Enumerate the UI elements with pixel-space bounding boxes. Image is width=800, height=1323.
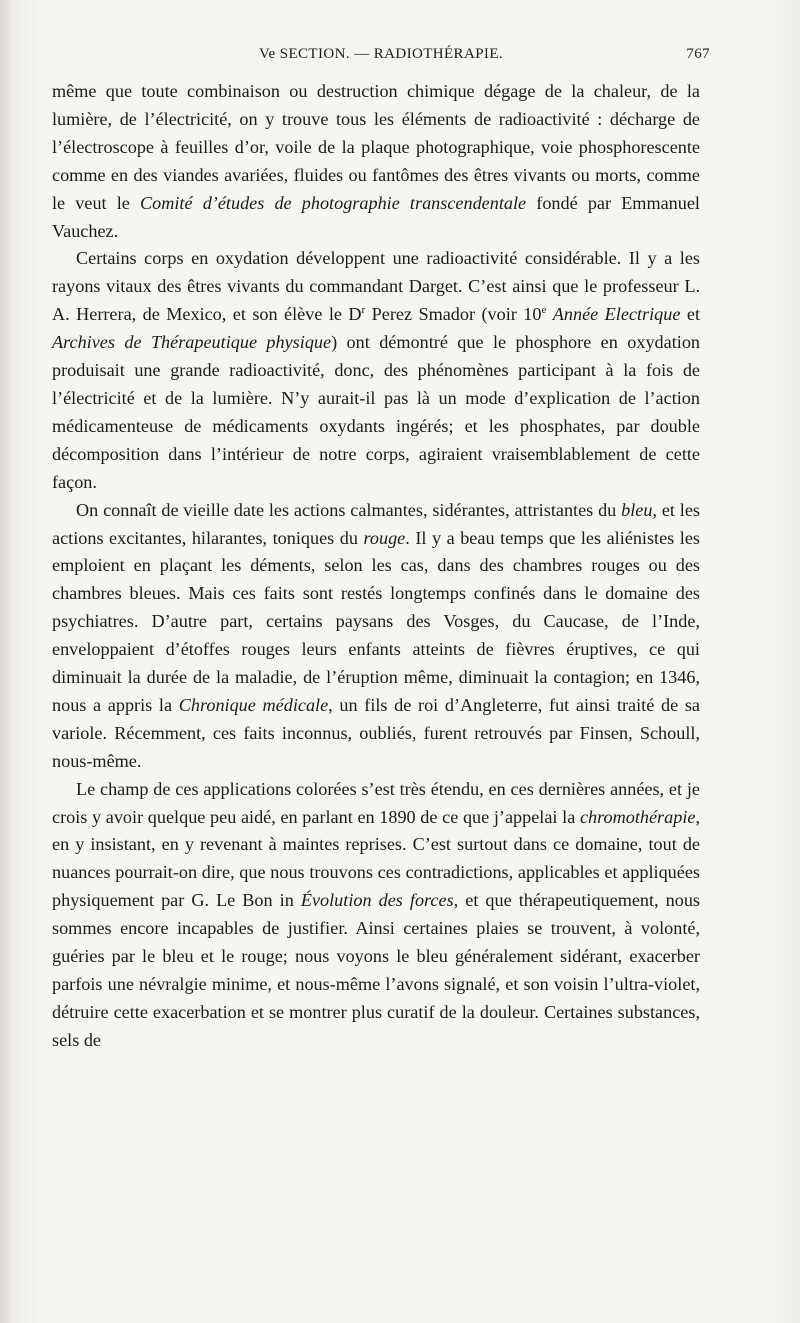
italic-run: chromothérapie <box>579 806 696 827</box>
paragraph-2 <box>52 245 700 496</box>
body-text <box>52 78 700 1055</box>
italic-run: Chronique médicale <box>178 694 329 715</box>
italic-run: Année Electrique <box>552 304 681 325</box>
superscript-run: r <box>361 304 366 317</box>
text-run: ) ont démontré que le phosphore en oxydation produisait une grande radioactivité, donc, des phénomènes participant à la fois de l’électricité et de la lumière. N’y aurait-il pas là un mode d’explication de l’action médicamenteuse de médicaments oxydants ingérés; et les phosphates, par double décomposition dans l’intérieur de notre corps, agiraient vraisemblablement de cette façon. <box>52 332 701 492</box>
text-run: , un fils de roi d’Angleterre, fut ainsi traité de sa variole. Récemment, ces faits inconnus, oubliés, furent retrouvés par Finsen, Schoull, nous-même. <box>52 694 700 771</box>
italic-run: Archives de Thérapeutique physique <box>52 332 332 353</box>
italic-run: Évolution des forces <box>300 890 454 911</box>
text-run: même que toute combinaison ou destruction chimique dégage de la chaleur, de la lumière, de l’électricité, on y trouve tous les éléments de radioactivité : décharge de l’électroscope à feuilles d’or, voile de la plaque photographique, voie phosphorescente comme en des viandes avariées, fluides ou fantômes des êtres vivants ou morts, comme le veut le <box>52 81 700 213</box>
superscript-run: e <box>541 304 547 317</box>
text-run: , et les actions excitantes, hilarantes, toniques du <box>52 499 700 548</box>
page-number: 767 <box>686 46 710 62</box>
paragraph-3 <box>52 497 700 776</box>
paragraph-4 <box>52 776 700 1055</box>
text-run: fondé par Emmanuel Vauchez. <box>52 192 700 241</box>
italic-run: bleu <box>621 499 653 520</box>
running-header <box>52 46 710 70</box>
text-run: et <box>680 304 700 325</box>
text-run: Certains corps en oxydation développent une radioactivité considérable. Il y a les rayons vitaux des êtres vivants du commandant Darget. C’est ainsi que le professeur L. A. Herrera, de Mexico, et son élève le D <box>52 248 700 325</box>
paragraph-1 <box>52 78 700 245</box>
text-run: On connaît de vieille date les actions calmantes, sidérantes, attristantes du <box>76 499 622 520</box>
text-run: Perez Smador (voir 10 <box>365 304 542 325</box>
text-run: , en y insistant, en y revenant à maintes reprises. C’est surtout dans ce domaine, tout de nuances pourrait-on dire, que nous trouvons ces contradictions, applicables et appliquées physiquement par G. Le Bon in <box>52 806 700 911</box>
text-run: Le champ de ces applications colorées s’est très étendu, en ces dernières années, et je crois y avoir quelque peu aidé, en parlant en 1890 de ce que j’appelai la <box>52 778 700 827</box>
text-run: . Il y a beau temps que les aliénistes les emploient en plaçant les déments, selon les cas, dans des chambres rouges ou des chambres bleues. Mais ces faits sont restés longtemps confinés dans le domaine des psychiatres. D’autre part, certains paysans des Vosges, du Caucase, de l’Inde, enveloppaient d’étoffes rouges leurs enfants atteints de fièvres éruptives, ce qui diminuait la durée de la maladie, de l’éruption même, diminuait la contagion; en 1346, nous a appris la <box>52 527 700 715</box>
italic-run: Comité d’études de photographie transcendentale <box>140 192 527 213</box>
italic-run: rouge <box>363 527 406 548</box>
text-run: , et que thérapeutiquement, nous sommes encore incapables de justifier. Ainsi certaines plaies se trouvent, à volonté, guéries par le bleu et le rouge; nous voyons le bleu généralement sidérant, exacerber parfois une névralgie minime, et nous-même l’avons signalé, et son voisin l’ultra-violet, détruire cette exacerbation et se montrer plus curatif de la douleur. Certaines substances, sels de <box>52 890 701 1050</box>
section-title: Ve SECTION. — RADIOTHÉRAPIE. <box>258 46 504 62</box>
